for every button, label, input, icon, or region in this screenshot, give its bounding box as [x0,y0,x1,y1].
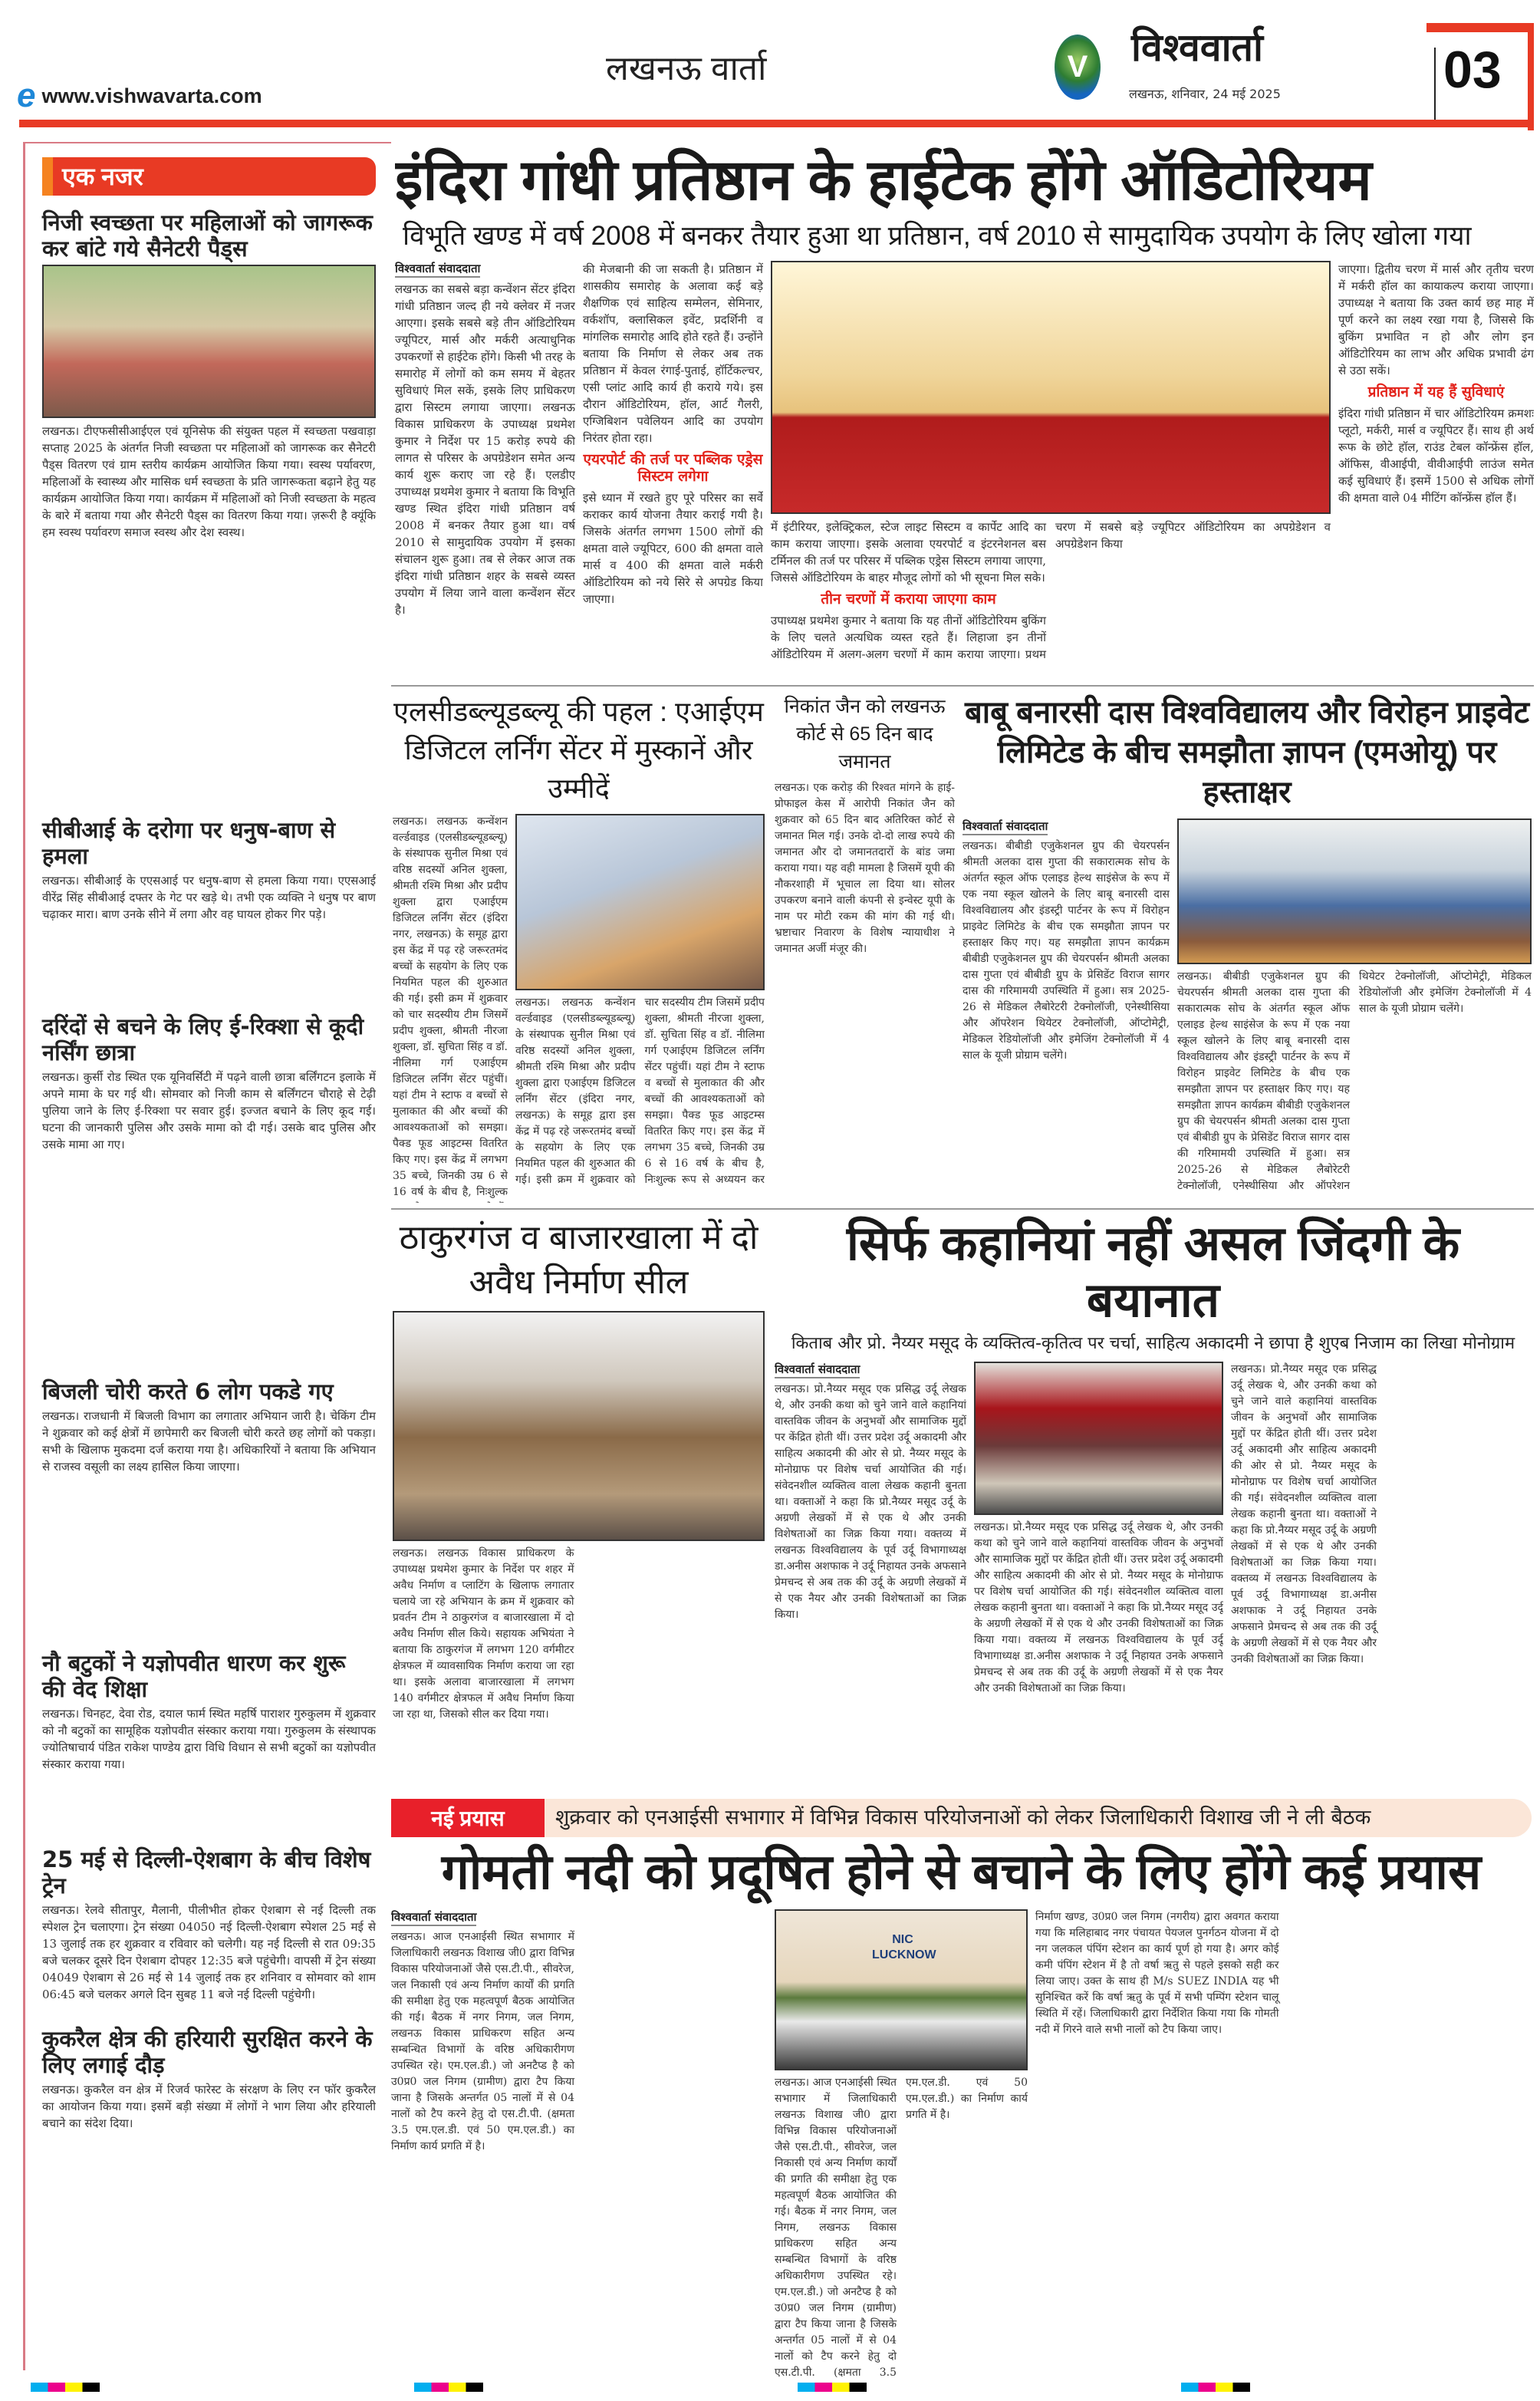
sidebar-story-body: लखनऊ। राजधानी में बिजली विभाग का लगातार अभियान जारी है। चेकिंग टीम ने शुक्रवार को कई क्षेत्रों में छापेमारी कर बिजली चोरी करते छह लोगों को पकड़ा। सभी के खिलाफ मुकदमा दर्ज कराया गया है। अधिकारियों ने बताया कि अभियान से राजस्व वसूली का लक्ष्य हासिल किया जाएगा। [42,1409,376,1474]
sidebar-story-title: निजी स्वच्छता पर महिलाओं को जागरूक कर बांटे गये सैनेटरी पैड्स [42,209,373,262]
masood-headline: सिर्फ कहानियां नहीं असल जिंदगी के बयानात [846,1217,1460,1327]
masood-subheadline: किताब और प्रो. नैय्यर मसूद के व्यक्तित्व-कृतित्व पर चर्चा, साहित्य अकादमी ने छापा है शुएब निजाम का लिखा मोनोग्राम [791,1334,1515,1353]
masood-story [775,1216,1532,1780]
registration-mark [414,2383,483,2392]
sidebar-story-title: बिजली चोरी करते 6 लोग पकडे गए [42,1378,334,1405]
bbd-photo-column [1177,818,1532,1203]
gomti-story [391,1799,1532,2382]
auditorium-photo [771,261,1331,514]
section-title: लखनऊ वार्ता [606,50,767,87]
lead-col-1 [395,261,575,679]
thakurganj-story [393,1216,765,1780]
sidebar-story-title: 25 मई से दिल्ली-ऐशबाग के बीच विशेष ट्रेन [42,1846,371,1899]
masood-article [775,1362,966,1780]
sidebar-ek-nazar [23,142,391,2370]
lead-subhead: एयरपोर्ट की तर्ज पर पब्लिक एड्रेस सिस्टम लगेगा [583,451,763,485]
divider [391,1208,1534,1210]
page-number-box [1426,23,1534,130]
masood-photo-column [974,1362,1223,1780]
byline: विश्ववार्ता संवाददाता [775,1362,860,1378]
masood-body-right: लखनऊ। प्रो.नैय्यर मसूद एक प्रसिद्ध उर्दू लेखक थे, और उनकी कथा को चुने जाने वाले कहानियां वास्तविक जीवन के अनुभवों और सामाजिक मुद्दों पर केंद्रित होती थीं। उत्तर प्रदेश उर्दू अकादमी और साहित्य अकादमी की ओर से प्रो. नैय्यर मसूद के मोनोग्राफ पर विशेष चर्चा आयोजित की गई। संवेदनशील व्यक्तित्व वाला लेखक कहानी बुनता था। वक्ताओं ने कहा कि प्रो.नैय्यर मसूद उर्दू के अग्रणी लेखकों में से एक थे और उनकी विशेषताओं का जिक्र किया गया। वक्तव्य में लखनऊ विश्वविद्यालय के पूर्व उर्दू विभागाध्यक्ष डा.अनीस अशफाक ने उर्दू निहायत उनके अफसाने प्रेमचन्द से अब तक की उर्दू के अग्रणी लेखकों में से एक नैयर और उनकी विशेषताओं का जिक्र किया। [1231,1363,1377,1665]
bbd-story [962,693,1532,1203]
sidebar-story-title: नौ बटुकों ने यज्ञोपवीत धारण कर शुरू की वेद शिक्षा [42,1650,346,1702]
lead-under-photo: में इंटीरियर, इलेक्ट्रिकल, स्टेज लाइट सिस्टम व कार्पेट आदि का काम कराया जाएगा। इसके अलावा एयरपोर्ट व इंटरनेशनल बस टर्मिनल की तर्ज पर परिसर में पब्लिक एड्रेस सिस्टम लगाया जाएगा, जिससे ऑडिटोरियम के बाहर मौजूद लोगों को भी सूचना मिल सके। तीन चरणों में कराया जाएगा काम उपाध्यक्ष प्रथमेश कुमार ने बताया कि यह तीनों ऑडिटोरियम बुकिंग के लिए चलते अत्यधिक व्यस्त रहते हैं। लिहाजा इन तीनों ऑडिटोरियम में अलग-अलग चरणों में काम कराया जाएगा। प्रथम चरण में सबसे बड़े ज्यूपिटर ऑडिटोरियम का अपग्रेडेशन व अपग्रेडेशन किया [771,520,1331,661]
dateline: लखनऊ, शनिवार, 24 मई 2025 [1129,87,1281,101]
website-link[interactable]: e www.vishwavarta.com [17,77,262,114]
brand-name: विश्ववार्ता [1131,26,1263,69]
kicker-banner [391,1799,1532,1837]
sidebar-story-title: सीबीआई के दरोगा पर धनुष-बाण से हमला [42,817,336,869]
lcww-headline: एलसीडब्ल्यूडब्ल्यू की पहल : एआईएम डिजिटल लर्निंग सेंटर में मुस्कानें और उम्मीदें [393,696,764,804]
kicker-text: शुक्रवार को एनआईसी सभागार में विभिन्न विकास परियोजनाओं को लेकर जिलाधिकारी विशाख जी ने ली बैठक [555,1806,1371,1830]
masthead [0,0,1540,130]
gomti-article [391,1909,767,2382]
book-launch-photo [974,1362,1223,1515]
nic-sign: NIC LUCKNOW [872,1933,936,1961]
lcww-body: लखनऊ। लखनऊ कन्वेंशन वर्ल्डवाइड (एलसीडब्ल्यूडब्ल्यू) के संस्थापक सुनील मिश्रा एवं वरिष्ठ सदस्यों अनिल शुक्ला, श्रीमती रश्मि मिश्रा और प्रदीप शुक्ला द्वारा एआईएम डिजिटल लर्निंग सेंटर (इंदिरा नगर, लखनऊ) के समूह द्वारा इस केंद्र में पढ़ रहे जरूरतमंद बच्चों के सहयोग के लिए एक नियमित पहल की शुरुआत की गई। इसी क्रम में शुक्रवार को चार सदस्यीय टीम जिसमें प्रदीप शुक्ला, श्रीमती नीरजा शुक्ला, डॉ. सुचिता सिंह व डॉ. नीलिमा गर्ग एआईएम डिजिटल लर्निंग सेंटर पहुंचीं। यहां टीम ने स्टाफ व बच्चों से मुलाकात की और बच्चों की आवश्यकताओं को समझा। पैक्ड फूड आइटम्स वितरित किए गए। इस केंद्र में लगभग 35 बच्चे, जिनकी उम्र 6 से 16 वर्ष के बीच है, निःशुल्क [393,815,508,1198]
lead-headline: इंदिरा गांधी प्रतिष्ठान के हाईटेक होंगे ऑडिटोरियम [395,148,1372,212]
nikant-headline: निकांत जैन को लखनऊ कोर्ट से 65 दिन बाद जमानत [784,696,946,772]
page-number: 03 [1443,41,1502,99]
bbd-article [962,818,1170,1203]
sealed-building-photo [393,1311,765,1541]
thakurganj-body: लखनऊ। लखनऊ विकास प्राधिकरण के उपाध्यक्ष प्रथमेश कुमार के निर्देश पर शहर में अवैध निर्माण व प्लाटिंग के खिलाफ लगातार चलाये जा रहे अभियान के क्रम में शुक्रवार को प्रवर्तन टीम ने ठाकुरगंज व बाजारखाला में दो अवैध निर्माण सील किये। सहायक अभियंता ने बताया कि ठाकुरगंज में लगभग 120 वर्गमीटर क्षेत्रफल में व्यावसायिक निर्माण कराया जा रहा था। इसके अलावा बाजारखाला में लगभग 140 वर्गमीटर क्षेत्रफल में अवैध निर्माण किया जा रहा था, जिसको सील कर दिया गया। [393,1547,574,1721]
bbd-body: लखनऊ। बीबीडी एजुकेशनल ग्रुप की चेयरपर्सन श्रीमती अलका दास गुप्ता की सकारात्मक सोच के अंतर्गत स्कूल ऑफ एलाइड हेल्थ साइंसेज के रूप में एक नया स्कूल खोलने के लिए बाबू बनारसी दास विश्वविद्यालय और इंडस्ट्री पार्टनर के रूप में विरोहन प्राइवेट लिमिटेड के बीच एक समझौता ज्ञापन पर हस्ताक्षर किए गए। यह समझौता ज्ञापन कार्यक्रम बीबीडी एजुकेशनल ग्रुप की चेयरपर्सन श्रीमती अलका दास गुप्ता एवं बीबीडी ग्रुप के प्रेसिडेंट विराज सागर दास की गरिमामयी उपस्थिति में हुआ। सत्र 2025-26 से मेडिकल लैबोरेटरी टेक्नोलॉजी, एनेस्थीसिया और ऑपरेशन थियेटर टेक्नोलॉजी, ऑप्टोमेट्री, मेडिकल रेडियोलॉजी और इमेजिंग टेक्नोलॉजी में 4 साल के यूजी प्रोग्राम चलेंगे। [962,840,1170,1062]
tag-label: नई प्रयास [391,1799,545,1837]
gomti-body-right: निर्माण खण्ड, उ0प्र0 जल निगम (नगरीय) द्वारा अवगत कराया गया कि मलिहाबाद नगर पंचायत पेयजल पुनर्गठन योजना में दो नग जलकल पंपिंग स्टेशन का कार्य पूर्ण हो गया है। अगर कोई कमी पंपिंग स्टेशन में है तो वर्षा ऋतु से पहले इसको सही कर लिया जाए। उक्त के साथ ही M/s SUEZ INDIA यह भी सुनिश्चित करें कि वर्षा ऋतु के पूर्व में सभी पम्पिंग स्टेशन चालू स्थिति में रहें। जिलाधिकारी द्वारा निर्देशित किया गया कि गोमती नदी में गिरने वाले सभी नालों को टैप किया जाए। [1035,1911,1279,2036]
sidebar-story-body: लखनऊ। टीएफसीसीआईएल एवं यूनिसेफ की संयुक्त पहल में स्वच्छता पखवाड़ा सप्ताह 2025 के अंतर्गत निजी स्वच्छता पर महिलाओं को जागरूक कर सैनेटरी पैड्स वितरण एवं ग्राम स्तरीय कार्यक्रम आयोजित किया गया। स्वस्थ पर्यावरण, महिलाओं के स्वास्थ्य और मासिक धर्म स्वच्छता के प्रति जागरूकता बढ़ाने हेतु यह कार्यक्रम आयोजित किया गया। कार्यक्रम में महिलाओं को निजी स्वच्छता के महत्व के बारे में बताया गया और सैनेटरी पैड्स का वितरण किया गया। ज़रूरी है क्यूंकि हम स्वस्थ पर्यावरण समाज स्वस्थ और देश स्वस्थ। [42,424,376,539]
learning-center-photo [515,814,765,990]
nikant-body: लखनऊ। एक करोड़ की रिश्वत मांगने के हाई-प्रोफाइल केस में आरोपी निकांत जैन को शुक्रवार को 65 दिन बाद अतिरिक्त कोर्ट से जमानत मिल गई। उनके दो-दो लाख रुपये की जमानत और दो जमानतदारों के बांड जमा कराया गया। यह वही मामला है जिसमें यूपी की नौकरशाही में भूचाल ला दिया था। सोलर उपकरण बनाने वाली कंपनी से इन्वेस्ट यूपी के नाम पर मोटी रकम की मांग की गई थी। भ्रष्टाचार निवारण के विशेष न्यायाधीश ने जमानत अर्जी मंजूर की। [775,782,955,955]
lead-photo-column [771,261,1331,679]
gomti-headline: गोमती नदी को प्रदूषित होने से बचाने के लिए होंगे कई प्रयास [441,1844,1482,1899]
sidebar-story-body: लखनऊ। रेलवे सीतापुर, मैलानी, पीलीभीत होकर ऐशबाग से नई दिल्ली तक स्पेशल ट्रेन चलाएगा। ट्रेन संख्या 04050 नई दिल्ली-ऐशबाग स्पेशल 25 मई से 13 जुलाई तक हर शुक्रवार व रविवार को चलेगी। यह नई दिल्ली से रात 09:35 बजे चलकर दूसरे दिन ऐशबाग दोपहर 12:35 बजे पहुंचेगी। वापसी में ट्रेन संख्या 04049 ऐशबाग से 26 मई से 14 जुलाई तक हर शनिवार व सोमवार को शाम 06:45 बजे चलकर अगले दिन सुबह 11 बजे नई दिल्ली पहुंचेगी। [42,1903,376,2001]
lcww-body-continued: लखनऊ। लखनऊ कन्वेंशन वर्ल्डवाइड (एलसीडब्ल्यूडब्ल्यू) के संस्थापक सुनील मिश्रा एवं वरिष्ठ सदस्यों अनिल शुक्ला, श्रीमती रश्मि मिश्रा और प्रदीप शुक्ला द्वारा एआईएम डिजिटल लर्निंग सेंटर (इंदिरा नगर, लखनऊ) के समूह द्वारा इस केंद्र में पढ़ रहे जरूरतमंद बच्चों के सहयोग के लिए एक नियमित पहल की शुरुआत की गई। इसी क्रम में शुक्रवार को चार सदस्यीय टीम जिसमें प्रदीप शुक्ला, श्रीमती नीरजा शुक्ला, डॉ. सुचिता सिंह व डॉ. नीलिमा गर्ग एआईएम डिजिटल लर्निंग सेंटर पहुंचीं। यहां टीम ने स्टाफ व बच्चों से मुलाकात की और बच्चों की आवश्यकताओं को समझा। पैक्ड फूड आइटम्स वितरित किए गए। इस केंद्र में लगभग 35 बच्चे, जिनकी उम्र 6 से 16 वर्ष के बीच है, निःशुल्क रूप से अध्ययन कर [515,996,765,1186]
sidebar-story-body: लखनऊ। कुर्सी रोड स्थित एक यूनिवर्सिटी में पढ़ने वाली छात्रा बर्लिंगटन इलाके में अपने मामा के घर गई थी। सोमवार को निजी काम से बर्लिंगटन चौराहे से टेढ़ी पुलिया जाने के लिए ई-रिक्शा पर सवार हुई। इज्जत बचाने के लिए कूद गई। घटना की जानकारी पुलिस और उसके मामा को दी गई। उसके बाद पुलिस और उसके मामा आ गए। [42,1070,376,1151]
mou-signing-photo [1177,818,1532,964]
header-rule [19,120,1534,127]
bbd-body-continued: लखनऊ। बीबीडी एजुकेशनल ग्रुप की चेयरपर्सन श्रीमती अलका दास गुप्ता की सकारात्मक सोच के अंतर्गत स्कूल ऑफ एलाइड हेल्थ साइंसेज के रूप में एक नया स्कूल खोलने के लिए बाबू बनारसी दास विश्वविद्यालय और इंडस्ट्री पार्टनर के रूप में विरोहन प्राइवेट लिमिटेड के बीच एक समझौता ज्ञापन पर हस्ताक्षर किए गए। यह समझौता ज्ञापन कार्यक्रम बीबीडी एजुकेशनल ग्रुप की चेयरपर्सन श्रीमती अलका दास गुप्ता एवं बीबीडी ग्रुप के प्रेसिडेंट विराज सागर दास की गरिमामयी उपस्थिति में हुआ। सत्र 2025-26 से मेडिकल लैबोरेटरी टेक्नोलॉजी, एनेस्थीसिया और ऑपरेशन थियेटर टेक्नोलॉजी, ऑप्टोमेट्री, मेडिकल रेडियोलॉजी और इमेजिंग टेक्नोलॉजी में 4 साल के यूजी प्रोग्राम चलेंगे। [1177,970,1532,1192]
browser-e-icon: e [17,77,36,114]
bbd-headline: बाबू बनारसी दास विश्वविद्यालय और विरोहन प्राइवेट लिमिटेड के बीच समझौता ज्ञापन (एमओयू) पर हस्ताक्षर [964,696,1530,809]
registration-mark [798,2383,867,2392]
lead-col-2: की मेजबानी की जा सकती है। प्रतिष्ठान में शासकीय समारोह के अलावा कई बड़े शैक्षणिक एवं साहित्य सम्मेलन, सेमिनार, वर्कशॉप, क्लासिकल इवेंट, प्रदर्शिनी व मांगलिक समारोह आदि होते रहते हैं। उन्होंने बताया कि निर्माण से लेकर अब तक प्रतिष्ठान में केवल रंगाई-पुताई, हॉर्टिकल्चर, एसी प्लांट आदि कार्य ही कराये गये। इस दौरान ऑडिटोरियम, हॉल, आर्ट गैलरी, एग्जिबिशन पवेलियन आदि का उपयोग निरंतर होता रहा। एयरपोर्ट की तर्ज पर पब्लिक एड्रेस सिस्टम लगेगा इसे ध्यान में रखते हुए पूरे परिसर का सर्वे कराकर कार्य योजना तैयार कराई गयी है। जिसके अंतर्गत लगभग 1500 लोगों की क्षमता वाले ज्यूपिटर, 600 की क्षमता वाले मार्स व 400 की क्षमता वाले मर्करी ऑडिटोरियम को नये सिरे से अपग्रेड किया जाएगा। [583,262,763,606]
thakurganj-headline: ठाकुरगंज व बाजारखाला में दो अवैध निर्माण सील [399,1219,758,1301]
nic-meeting-photo [775,1909,1028,2070]
sidebar-label-bar: एक नजर [42,157,376,196]
lead-subhead: प्रतिष्ठान में यह हैं सुविधाएं [1367,384,1505,400]
lead-story [395,146,1534,679]
byline: विश्ववार्ता संवाददाता [962,818,1048,835]
lead-subheadline: विभूति खण्ड में वर्ष 2008 में बनकर तैयार हुआ था प्रतिष्ठान, वर्ष 2010 से सामुदायिक उपयोग के लिए खोला गया [403,221,1472,251]
sidebar-story-body: लखनऊ। चिनहट, देवा रोड, दयाल फार्म स्थित महर्षि पाराशर गुरुकुलम में शुक्रवार को नौ बटुकों का सामूहिक यज्ञोपवीत संस्कार कराया गया। गुरुकुलम के संस्थापक ज्योतिषाचार्य पंडित राकेश पाण्डेय द्वारा विधि विधान से सभी बटुकों का यज्ञोपवीत संस्कार कराया गया। [42,1707,376,1771]
registration-mark [31,2383,100,2392]
nikant-story [775,693,955,1203]
sidebar-story-title: दरिंदों से बचने के लिए ई-रिक्शा से कूदी नर्सिंग छात्रा [42,1013,364,1065]
gomti-body-under-photo: लखनऊ। आज एनआईसी स्थित सभागार में जिलाधिकारी लखनऊ विशाख जी0 द्वारा विभिन्न विकास परियोजनाओं जैसे एस.टी.पी., सीवरेज, जल निकासी एवं अन्य निर्माण कार्यों की प्रगति की समीक्षा हेतु एक महत्वपूर्ण बैठक आयोजित की गई। बैठक में नगर निगम, जल निगम, लखनऊ विकास प्राधिकरण सहित अन्य सम्बन्धित विभागों के वरिष्ठ अधिकारीगण उपस्थित रहे। एम.एल.डी.) जो अनटैप्ड है को उ0प्र0 जल निगम (ग्रामीण) द्वारा टैप किया जाना है जिसके अन्तर्गत 05 नालों में से 04 नालों को टैप करने हेतु दो एस.टी.पी. (क्षमता 3.5 एम.एल.डी. एवं 50 एम.एल.डी.) का निर्माण कार्य प्रगति में है। [775,2077,1028,2379]
lead-body: लखनऊ का सबसे बड़ा कन्वेंशन सेंटर इंदिरा गांधी प्रतिष्ठान जल्द ही नये क्लेवर में नजर आएगा। इसके सबसे बड़े तीन ऑडिटोरियम ज्यूपिटर, मार्स और मर्करी अत्याधुनिक उपकरणों से हाईटेक होंगे। किसी भी तरह के समारोह में लोगों को कम समय में बेहतर सुविधाएं मिल सकें, इसके लिए प्राधिकरण द्वारा सिस्टम लगाया जाएगा। लखनऊ विकास प्राधिकरण के उपाध्यक्ष प्रथमेश कुमार ने निर्देश पर 15 करोड़ रुपये की लागत से परिसर के अपग्रेडेशन समेत अन्य कार्य शुरू कराए जा रहे हैं। एलडीए उपाध्यक्ष प्रथमेश कुमार ने बताया कि विभूति खण्ड स्थित इंदिरा गांधी प्रतिष्ठान वर्ष 2008 में बनकर तैयार हुआ था। वर्ष 2010 से सामुदायिक उपयोग में इसका संचालन शुरू हुआ। तब से लेकर आज तक इंदिरा गांधी प्रतिष्ठान शहर के सबसे व्यस्त उपयोग में लिया जाने वाला कन्वेंशन सेंटर है। [395,282,575,617]
gomti-photo-column [775,1909,1028,2382]
masood-body-continued: लखनऊ। प्रो.नैय्यर मसूद एक प्रसिद्ध उर्दू लेखक थे, और उनकी कथा को चुने जाने वाले कहानियां वास्तविक जीवन के अनुभवों और सामाजिक मुद्दों पर केंद्रित होती थीं। उत्तर प्रदेश उर्दू अकादमी और साहित्य अकादमी की ओर से प्रो. नैय्यर मसूद के मोनोग्राफ पर विशेष चर्चा आयोजित की गई। संवेदनशील व्यक्तित्व वाला लेखक कहानी बुनता था। वक्ताओं ने कहा कि प्रो.नैय्यर मसूद उर्दू के अग्रणी लेखकों में से एक थे और उनकी विशेषताओं का जिक्र किया गया। वक्तव्य में लखनऊ विश्वविद्यालय के पूर्व उर्दू विभागाध्यक्ष डा.अनीस अशफाक ने उर्दू निहायत उनके अफसाने प्रेमचन्द से अब तक की उर्दू के अग्रणी लेखकों में से एक नैयर और उनकी विशेषताओं का जिक्र किया। [974,1521,1223,1695]
sidebar-story-title: कुकरैल क्षेत्र की हरियारी सुरक्षित करने के लिए लगाई दौड़ [42,2026,373,2078]
byline: विश्ववार्ता संवाददाता [395,261,480,278]
divider [391,685,1534,687]
lcww-photo-column [515,814,765,1203]
sidebar-story-body: लखनऊ। सीबीआई के एएसआई पर धनुष-बाण से हमला किया गया। एएसआई वीरेंद्र सिंह सीबीआई दफ्तर के गेट पर खड़े थे। तभी एक व्यक्ति ने धनुष पर बाण चढ़ाकर मारा। बाण उनके सीने में लगा और वह घायल होकर गिर पड़े। [42,874,376,921]
lead-subhead: तीन चरणों में कराया जाएगा काम [821,591,996,608]
women-group-photo [42,265,376,418]
masood-body: लखनऊ। प्रो.नैय्यर मसूद एक प्रसिद्ध उर्दू लेखक थे, और उनकी कथा को चुने जाने वाले कहानियां वास्तविक जीवन के अनुभवों और सामाजिक मुद्दों पर केंद्रित होती थीं। उत्तर प्रदेश उर्दू अकादमी और साहित्य अकादमी की ओर से प्रो. नैय्यर मसूद के मोनोग्राफ पर विशेष चर्चा आयोजित की गई। संवेदनशील व्यक्तित्व वाला लेखक कहानी बुनता था। वक्ताओं ने कहा कि प्रो.नैय्यर मसूद उर्दू के अग्रणी लेखकों में से एक थे और उनकी विशेषताओं का जिक्र किया गया। वक्तव्य में लखनऊ विश्वविद्यालय के पूर्व उर्दू विभागाध्यक्ष डा.अनीस अशफाक ने उर्दू निहायत उनके अफसाने प्रेमचन्द से अब तक की उर्दू के अग्रणी लेखकों में से एक नैयर और उनकी विशेषताओं का जिक्र किया। [775,1383,966,1621]
sidebar-story-body: लखनऊ। कुकरैल वन क्षेत्र में रिजर्व फारेस्ट के संरक्षण के लिए रन फॉर कुकरैल का आयोजन किया गया। इसमें बड़ी संख्या में लोगों ने भाग लिया और हरियाली बचाने का संदेश दिया। [42,2083,376,2130]
byline: विश्ववार्ता संवाददाता [391,1909,476,1926]
logo-icon: V [1055,35,1101,100]
registration-mark [1181,2383,1250,2392]
gomti-body: लखनऊ। आज एनआईसी स्थित सभागार में जिलाधिकारी लखनऊ विशाख जी0 द्वारा विभिन्न विकास परियोजनाओं जैसे एस.टी.पी., सीवरेज, जल निकासी एवं अन्य निर्माण कार्यों की प्रगति की समीक्षा हेतु एक महत्वपूर्ण बैठक आयोजित की गई। बैठक में नगर निगम, जल निगम, लखनऊ विकास प्राधिकरण सहित अन्य सम्बन्धित विभागों के वरिष्ठ अधिकारीगण उपस्थित रहे। एम.एल.डी.) जो अनटैप्ड है को उ0प्र0 जल निगम (ग्रामीण) द्वारा टैप किया जाना है जिसके अन्तर्गत 05 नालों में से 04 नालों को टैप करने हेतु दो एस.टी.पी. (क्षमता 3.5 एम.एल.डी. एवं 50 एम.एल.डी.) का निर्माण कार्य प्रगति में है। [391,1931,574,2152]
lcww-story [393,693,765,1203]
lead-col-right: जाएगा। द्वितीय चरण में मार्स और तृतीय चरण में मर्करी हॉल का कायाकल्प कराया जाएगा। उपाध्यक्ष ने बताया कि उक्त कार्य छह माह में पूर्ण करने का लक्ष्य रखा गया है, जिससे कि बुकिंग प्रभावित न हो और लोग इन ऑडिटोरियम का लाभ और अधिक प्रभावी ढंग से उठा सकें। प्रतिष्ठान में यह हैं सुविधाएं इंदिरा गांधी प्रतिष्ठान में चार ऑडिटोरियम क्रमशः प्लूटो, मर्करी, मार्स व ज्यूपिटर हैं। साथ ही अर्थ रूफ के छोटे हॉल, राउंड टेबल कॉन्फ्रेंस हॉल, ऑफिस, वीआईपी, वीवीआईपी लाउंज समेत कई सुविधाएं हैं। इसमें 1500 से अधिक लोगों की क्षमता वाले 04 मीटिंग कॉन्फ्रेंस हॉल हैं। [1338,262,1534,505]
